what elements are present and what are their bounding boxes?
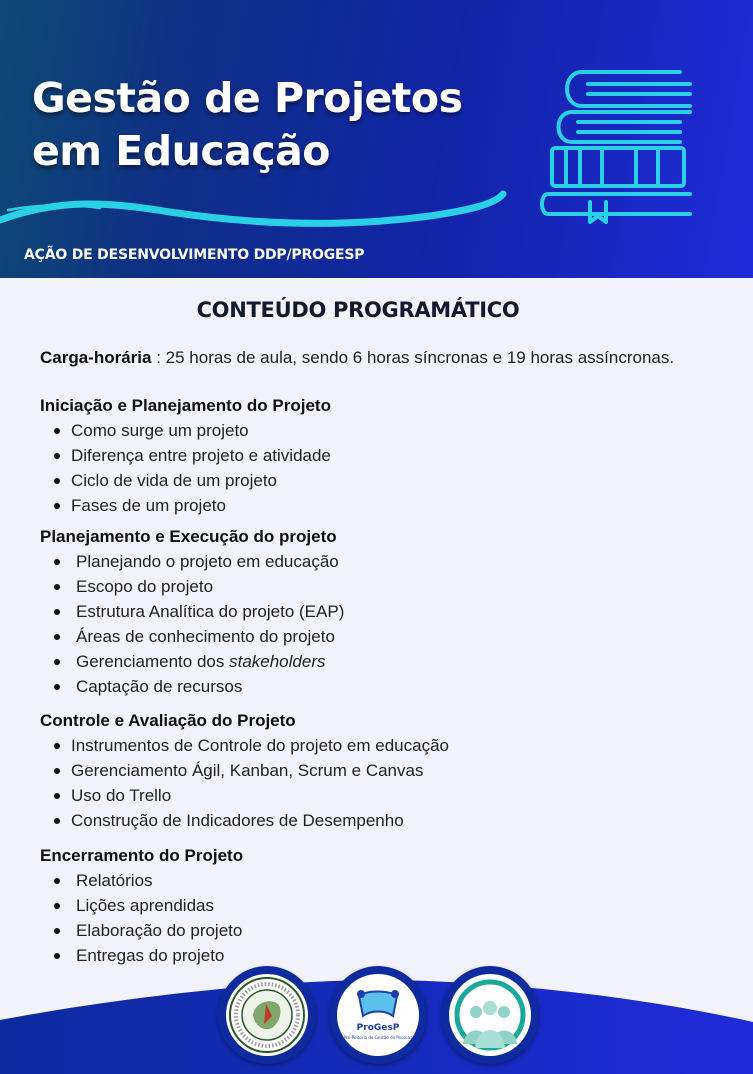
- progesp-logo: [329, 966, 427, 1064]
- workload-line: [40, 348, 674, 368]
- section-heading: CONTEÚDO PROGRAMÁTICO: [196, 298, 520, 322]
- list-item: Entregas do projeto: [40, 943, 243, 968]
- list-item: Elaboração do projeto: [40, 918, 243, 943]
- list-item: Instrumentos de Controle do projeto em educação: [40, 733, 449, 758]
- workload-label: Carga-horária: [40, 348, 152, 367]
- list-item: Uso do Trello: [40, 783, 449, 808]
- list-item-text: Gerenciamento dos: [76, 652, 230, 671]
- progesp-name: ProGesP: [356, 1023, 400, 1033]
- university-seal-icon: [226, 974, 308, 1056]
- list-item: Diferença entre projeto e atividade: [40, 443, 331, 468]
- module-control: [40, 709, 449, 833]
- list-item: Escopo do projeto: [40, 574, 344, 599]
- module-items: [40, 418, 331, 518]
- list-item: Ciclo de vida de um projeto: [40, 468, 331, 493]
- module-items: [40, 549, 344, 699]
- swoosh-decoration: [0, 180, 520, 240]
- workload-text: : 25 horas de aula, sendo 6 horas síncronas e 19 horas assíncronas.: [151, 348, 675, 367]
- title-line-2: em Educação: [32, 127, 330, 175]
- title-line-1: Gestão de Projetos: [32, 74, 463, 122]
- action-subtitle: AÇÃO DE DESENVOLVIMENTO DDP/PROGESP: [24, 247, 365, 263]
- list-item: Lições aprendidas: [40, 893, 243, 918]
- module-title: Controle e Avaliação do Projeto: [40, 711, 296, 730]
- list-item: Estrutura Analítica do projeto (EAP): [40, 599, 344, 624]
- module-items: [40, 733, 449, 833]
- list-item-italic: stakeholders: [229, 652, 326, 671]
- module-planning: [40, 525, 344, 699]
- list-item: Captação de recursos: [40, 674, 344, 699]
- people-group-icon: [449, 974, 531, 1056]
- module-closing: [40, 844, 243, 968]
- list-item: Fases de um projeto: [40, 493, 331, 518]
- books-stack-icon: [540, 64, 700, 229]
- module-title: Iniciação e Planejamento do Projeto: [40, 396, 331, 415]
- module-title: Encerramento do Projeto: [40, 846, 244, 865]
- header-banner: [0, 0, 753, 278]
- list-item: Gerenciamento Ágil, Kanban, Scrum e Canvas: [40, 758, 449, 783]
- module-title: Planejamento e Execução do projeto: [40, 527, 337, 546]
- people-group-logo: [441, 966, 539, 1064]
- list-item: Como surge um projeto: [40, 418, 331, 443]
- progesp-tagline: Pró-Reitoria de Gestão de Pessoas: [343, 1035, 413, 1040]
- progesp-icon: [337, 974, 419, 1056]
- module-initiation: [40, 394, 331, 518]
- list-item: Construção de Indicadores de Desempenho: [40, 808, 449, 833]
- module-items: [40, 868, 243, 968]
- list-item: Relatórios: [40, 868, 243, 893]
- list-item: [40, 649, 344, 674]
- page-title: [32, 72, 462, 178]
- list-item: Áreas de conhecimento do projeto: [40, 624, 344, 649]
- list-item: Planejando o projeto em educação: [40, 549, 344, 574]
- university-seal-logo: [218, 966, 316, 1064]
